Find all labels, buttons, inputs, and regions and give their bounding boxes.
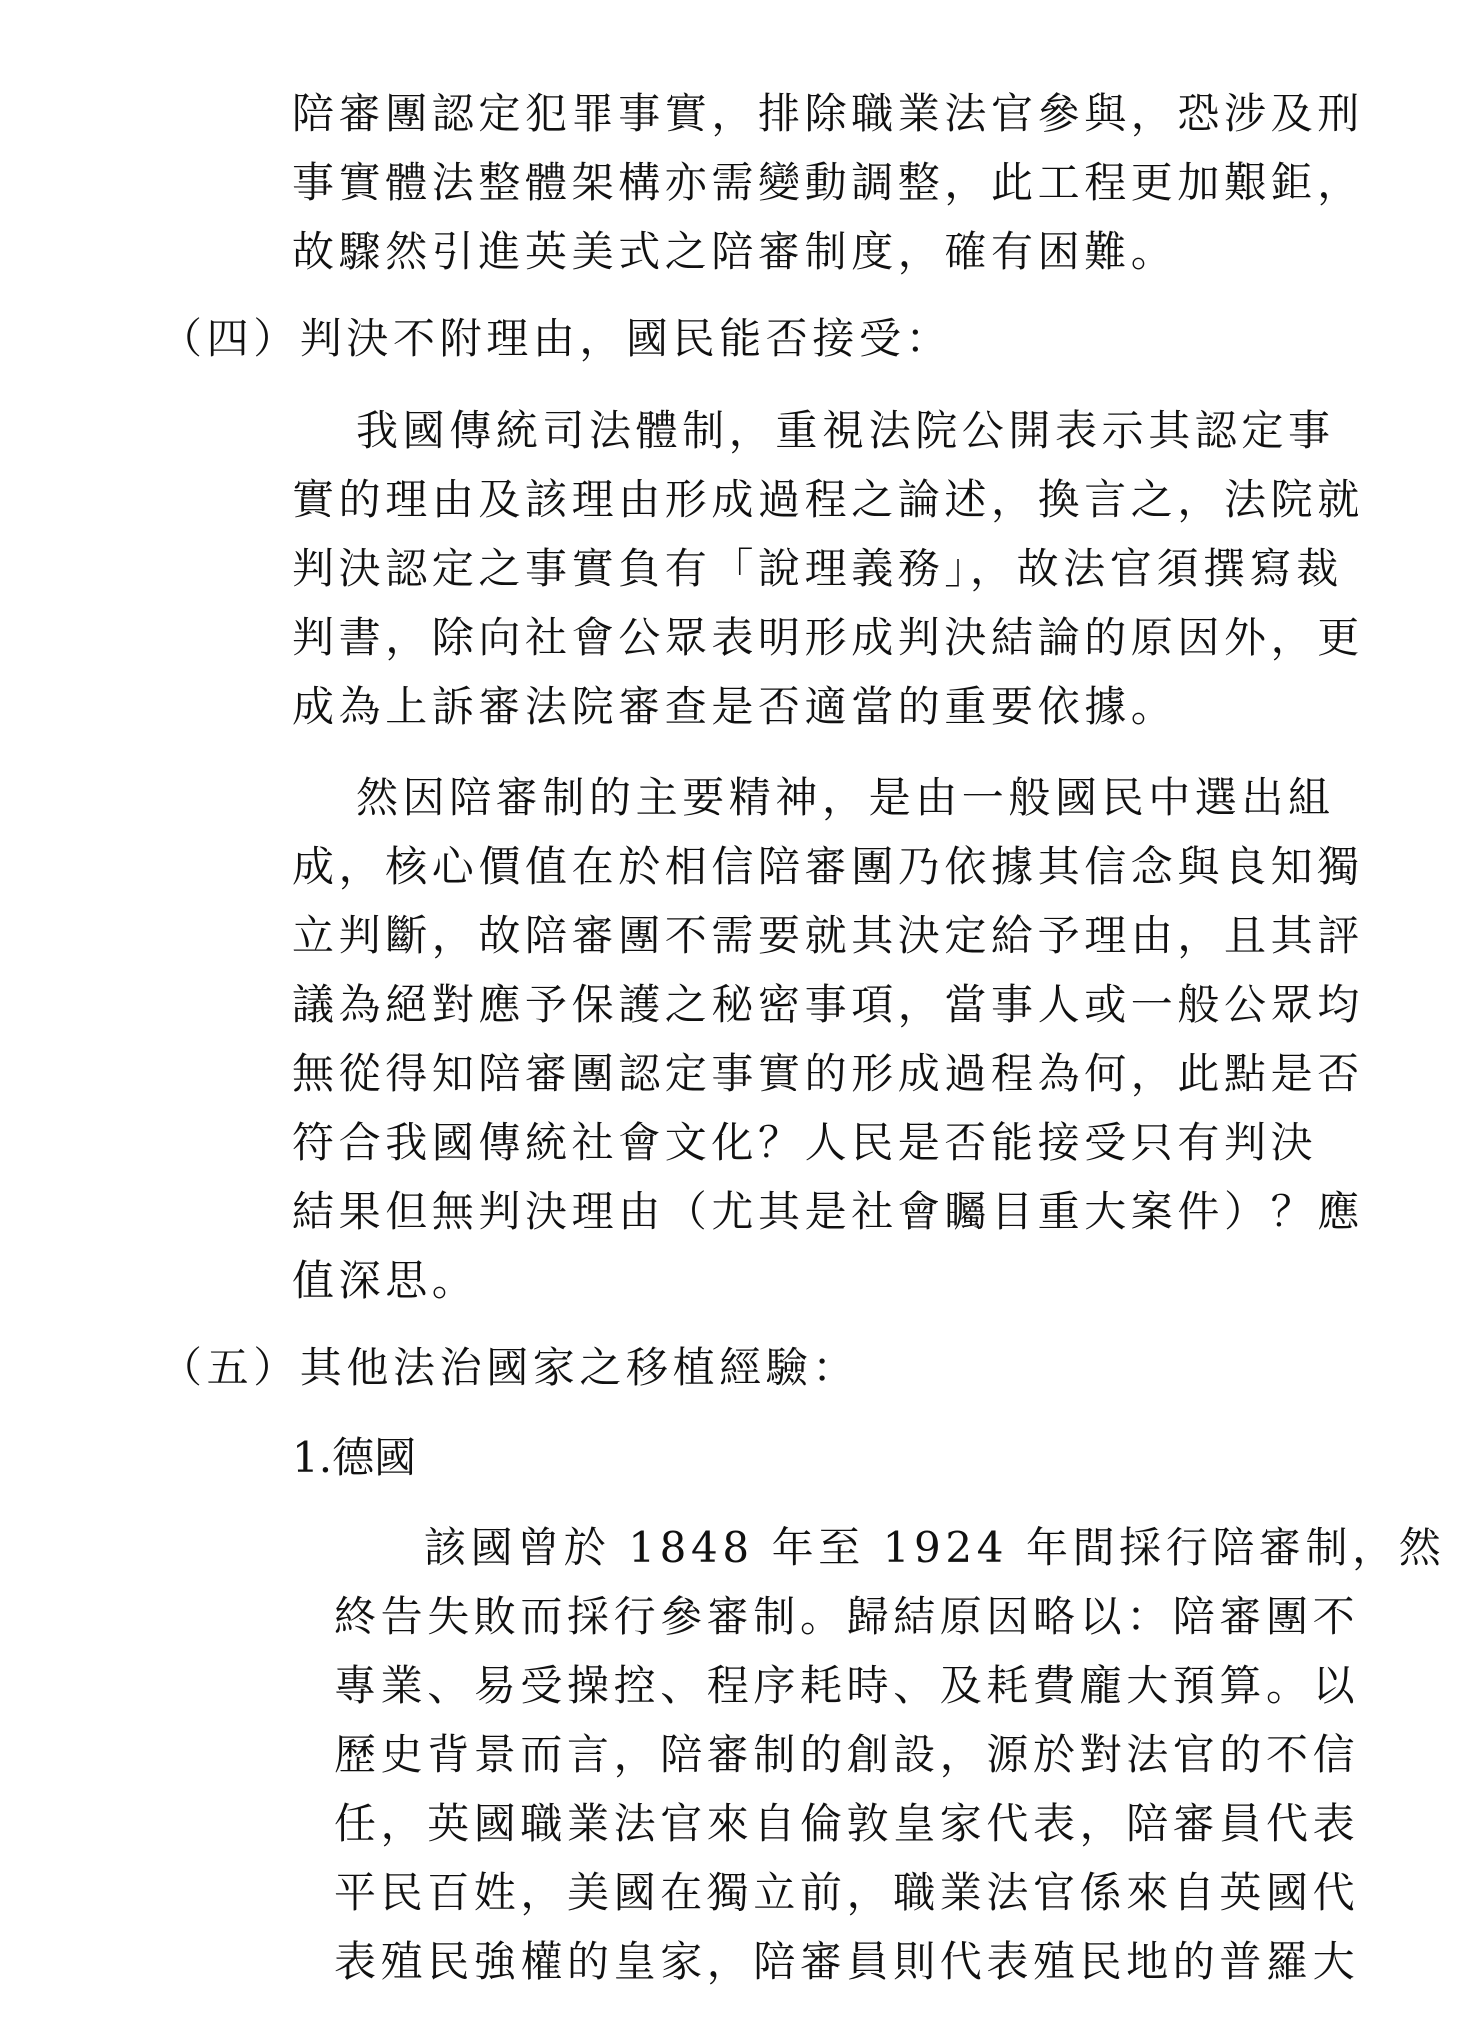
text-line: 終告失敗而採行參審制。歸結原因略以：陪審團不 <box>334 1592 1360 1641</box>
section-heading-5: （五）其他法治國家之移植經驗： <box>160 1343 860 1392</box>
section-heading-4: （四）判決不附理由，國民能否接受： <box>160 314 953 363</box>
text-line: 該國曾於 1848 年至 1924 年間採行陪審制，然 <box>424 1523 1446 1572</box>
text-line: 議為絕對應予保護之秘密事項，當事人或一般公眾均 <box>292 980 1364 1029</box>
text-line: 我國傳統司法體制，重視法院公開表示其認定事 <box>356 406 1335 455</box>
text-line: 符合我國傳統社會文化？人民是否能接受只有判決 <box>292 1118 1318 1167</box>
text-line: 然因陪審制的主要精神，是由一般國民中選出組 <box>356 773 1335 822</box>
text-line: 成為上訴審法院審查是否適當的重要依據。 <box>292 682 1178 731</box>
text-line: 故驟然引進英美式之陪審制度，確有困難。 <box>292 227 1178 276</box>
text-line: 值深思。 <box>292 1256 479 1305</box>
text-line: 結果但無判決理由（尤其是社會矚目重大案件）？應 <box>292 1187 1364 1236</box>
list-item-label: 1.德國 <box>292 1433 417 1482</box>
text-line: 無從得知陪審團認定事實的形成過程為何，此點是否 <box>292 1049 1364 1098</box>
text-line: 判決認定之事實負有「說理義務」，故法官須撰寫裁 <box>292 544 1343 593</box>
text-line: 專業、易受操控、程序耗時、及耗費龐大預算。以 <box>334 1661 1360 1710</box>
text-line: 實的理由及該理由形成過程之論述，換言之，法院就 <box>292 475 1364 524</box>
text-line: 平民百姓，美國在獨立前，職業法官係來自英國代 <box>334 1868 1360 1917</box>
text-line: 判書，除向社會公眾表明形成判決結論的原因外，更 <box>292 613 1364 662</box>
text-line: 歷史背景而言，陪審制的創設，源於對法官的不信 <box>334 1730 1360 1779</box>
text-line: 任，英國職業法官來自倫敦皇家代表，陪審員代表 <box>334 1799 1360 1848</box>
text-line: 事實體法整體架構亦需變動調整，此工程更加艱鉅， <box>292 158 1364 207</box>
text-line: 立判斷，故陪審團不需要就其決定給予理由，且其評 <box>292 911 1364 960</box>
text-line: 陪審團認定犯罪事實，排除職業法官參與，恐涉及刑 <box>292 89 1364 138</box>
text-line: 表殖民強權的皇家，陪審員則代表殖民地的普羅大 <box>334 1937 1360 1986</box>
text-line: 成，核心價值在於相信陪審團乃依據其信念與良知獨 <box>292 842 1364 891</box>
